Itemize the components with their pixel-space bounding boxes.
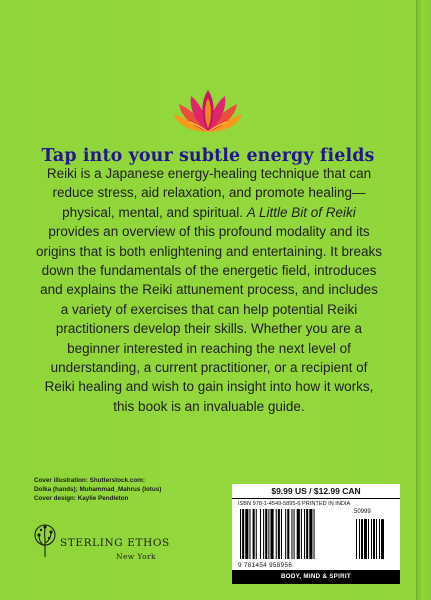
barcode-digits: 9 781454 958956	[238, 562, 293, 569]
blurb-book-title: A Little Bit of Reiki	[246, 204, 356, 220]
blurb-text-2: provides an overview of this profound modality and its origins that is both enlightening and entertaining. It breaks down the fundamentals of the energetic field, introduces and explains the Reiki attunement process, and includes a variety of exercises that can help potential Reiki practitioners develop their skills. Whether you are a beginner interested in reaching the next level of understanding, a current practitioner, or a recipient of Reiki healing and wish to gain insight into how it works, this book is an invaluable guide.	[36, 224, 382, 414]
isbn-label: ISBN 978-1-4549-5895-6 PRINTED IN INDIA	[238, 501, 351, 507]
price-label: $9.99 US / $12.99 CAN	[232, 484, 400, 499]
credit-line: Cover illustration: Shutterstock.com:	[34, 477, 145, 484]
cover-credits	[34, 476, 214, 503]
barcode-addon-digits: 50999	[354, 509, 371, 515]
headline: Tap into your subtle energy fields	[41, 146, 375, 166]
blurb-paragraph	[36, 164, 382, 416]
credit-line: Dolka (hands); Muhammad_Mahrus (lotus)	[34, 486, 162, 493]
barcode-panel	[232, 484, 400, 584]
lotus-icon	[173, 88, 243, 136]
publisher-name: STERLING ETHOS	[60, 537, 170, 549]
category-label: BODY, MIND & SPIRIT	[232, 570, 400, 584]
credit-line: Cover design: Kaylie Pendleton	[34, 495, 129, 502]
blurb-text-1: Reiki is a Japanese energy-healing technique that can reduce stress, aid relaxation, and promote healing—physical, mental, and spiritual.	[46, 166, 372, 220]
publisher-city: New York	[116, 552, 156, 561]
publisher-logo	[32, 524, 202, 568]
spine-edge	[416, 0, 431, 600]
tree-icon	[32, 524, 58, 558]
barcode-bars	[238, 509, 390, 563]
